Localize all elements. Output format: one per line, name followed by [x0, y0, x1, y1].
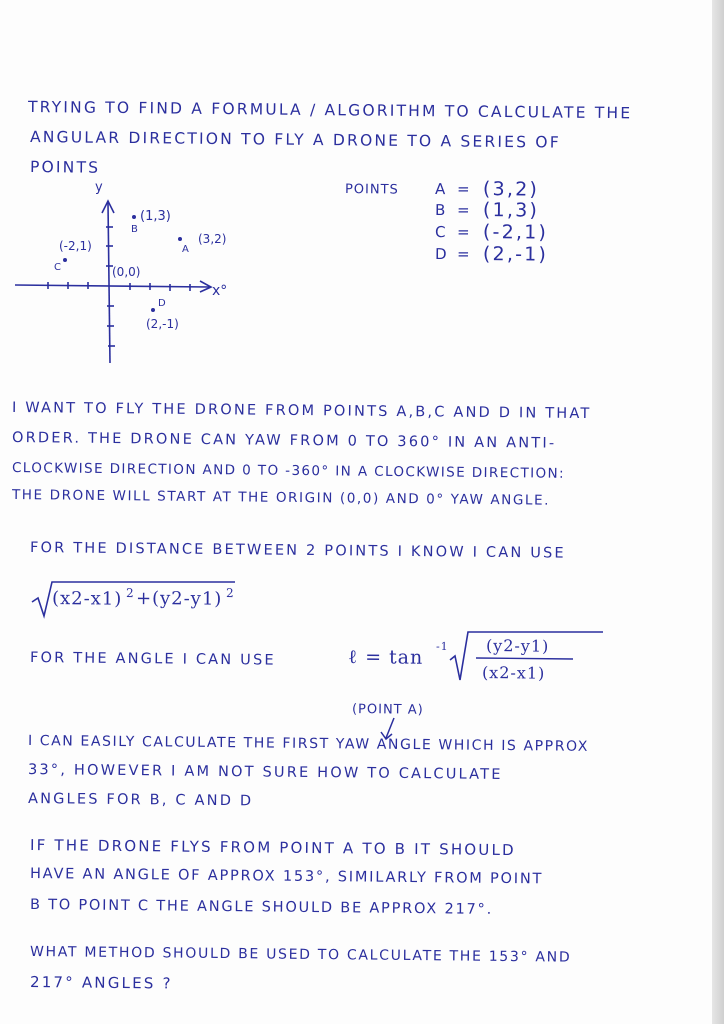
points-row-label: A: [434, 179, 448, 198]
distance-plus: +: [135, 588, 153, 610]
para3-line-2: HAVE AN ANGLE OF APPROX 153°, SIMILARLY FROM POINT: [29, 866, 544, 888]
distance-y-term: (y2-y1): [151, 588, 223, 610]
point-b-coord: (1,3): [140, 209, 171, 224]
distance-formula: (x2-x1) 2 + (y2-y1) 2: [30, 578, 240, 618]
points-row-label: D: [434, 245, 449, 264]
angle-numerator: (y2-y1): [485, 636, 550, 656]
points-list: [435, 178, 548, 265]
points-row-a: A = (3,2): [434, 177, 540, 201]
points-row-value: (3,2): [482, 177, 540, 201]
para1-line-1: I WANT TO FLY THE DRONE FROM POINTS A,B,C AND D IN THAT: [11, 400, 592, 423]
x-axis: [15, 285, 210, 287]
para3-line-1: IF THE DRONE FLYS FROM POINT A TO B IT SHOULD: [29, 836, 516, 860]
para1-line-4: THE DRONE WILL START AT THE ORIGIN (0,0) AND 0° YAW ANGLE.: [11, 487, 551, 509]
point-c-name: C: [54, 262, 61, 273]
para2-line-1: I CAN EASILY CALCULATE THE FIRST YAW ANGLE WHICH IS APPROX: [27, 733, 590, 755]
origin-label: (0,0): [112, 265, 141, 279]
intro-line-2: ANGULAR DIRECTION TO FLY A DRONE TO A SERIES OF: [29, 128, 561, 152]
x-axis-label: x°: [212, 283, 228, 299]
distance-x-term: (x2-x1): [51, 588, 123, 610]
points-row-value: (2,-1): [482, 243, 549, 266]
point-a-coord: (3,2): [198, 232, 227, 246]
question-line-2: 217° ANGLES ?: [29, 973, 173, 993]
para2-line-3: ANGLES FOR B, C AND D: [27, 791, 254, 810]
point-a-name: A: [182, 244, 189, 255]
points-row-label: B: [434, 201, 448, 220]
points-row-value: (1,3): [482, 199, 540, 222]
point-b-name: B: [131, 224, 138, 235]
para1-line-3: CLOCKWISE DIRECTION AND 0 TO -360° IN A CLOCKWISE DIRECTION:: [11, 460, 566, 482]
points-heading: POINTS: [344, 182, 399, 198]
point-d-dot: [151, 308, 155, 312]
question-line-1: WHAT METHOD SHOULD BE USED TO CALCULATE THE 153° AND: [29, 944, 572, 966]
point-a-dot: [178, 237, 182, 241]
angle-note: (POINT A): [351, 702, 424, 718]
para1-line-2: ORDER. THE DRONE CAN YAW FROM 0 TO 360° IN AN ANTI-: [11, 430, 557, 452]
intro-line-3: POINTS: [29, 158, 101, 177]
y-axis-label: y: [95, 180, 103, 195]
para3-line-3: B TO POINT C THE ANGLE SHOULD BE APPROX 217°.: [29, 897, 494, 918]
angle-lhs: ℓ = tan: [347, 646, 424, 669]
distance-line: FOR THE DISTANCE BETWEEN 2 POINTS I KNOW I CAN USE: [29, 540, 566, 562]
points-row-b: B = (1,3): [434, 199, 540, 222]
points-row-d: D = (2,-1): [434, 243, 549, 266]
coordinate-sketch: [10, 175, 260, 375]
intro-line-1: TRYING TO FIND A FORMULA / ALGORITHM TO CALCULATE THE: [27, 98, 633, 123]
angle-denominator: (x2-x1): [481, 663, 546, 683]
points-row-label: C: [434, 223, 448, 242]
point-c-dot: [63, 258, 67, 262]
angle-formula: ℓ = tan -1 (y2-y1) (x2-x1): [348, 626, 608, 686]
points-row-value: (-2,1): [482, 221, 549, 244]
point-b-dot: [132, 215, 136, 219]
angle-line: FOR THE ANGLE I CAN USE: [29, 650, 276, 669]
point-d-coord: (2,-1): [146, 317, 179, 331]
page-edge-shadow: [712, 0, 724, 1024]
point-c-coord: (-2,1): [59, 239, 92, 253]
point-d-name: D: [158, 298, 166, 309]
points-row-c: C = (-2,1): [434, 221, 549, 244]
para2-line-2: 33°, HOWEVER I AM NOT SURE HOW TO CALCULATE: [27, 762, 503, 783]
